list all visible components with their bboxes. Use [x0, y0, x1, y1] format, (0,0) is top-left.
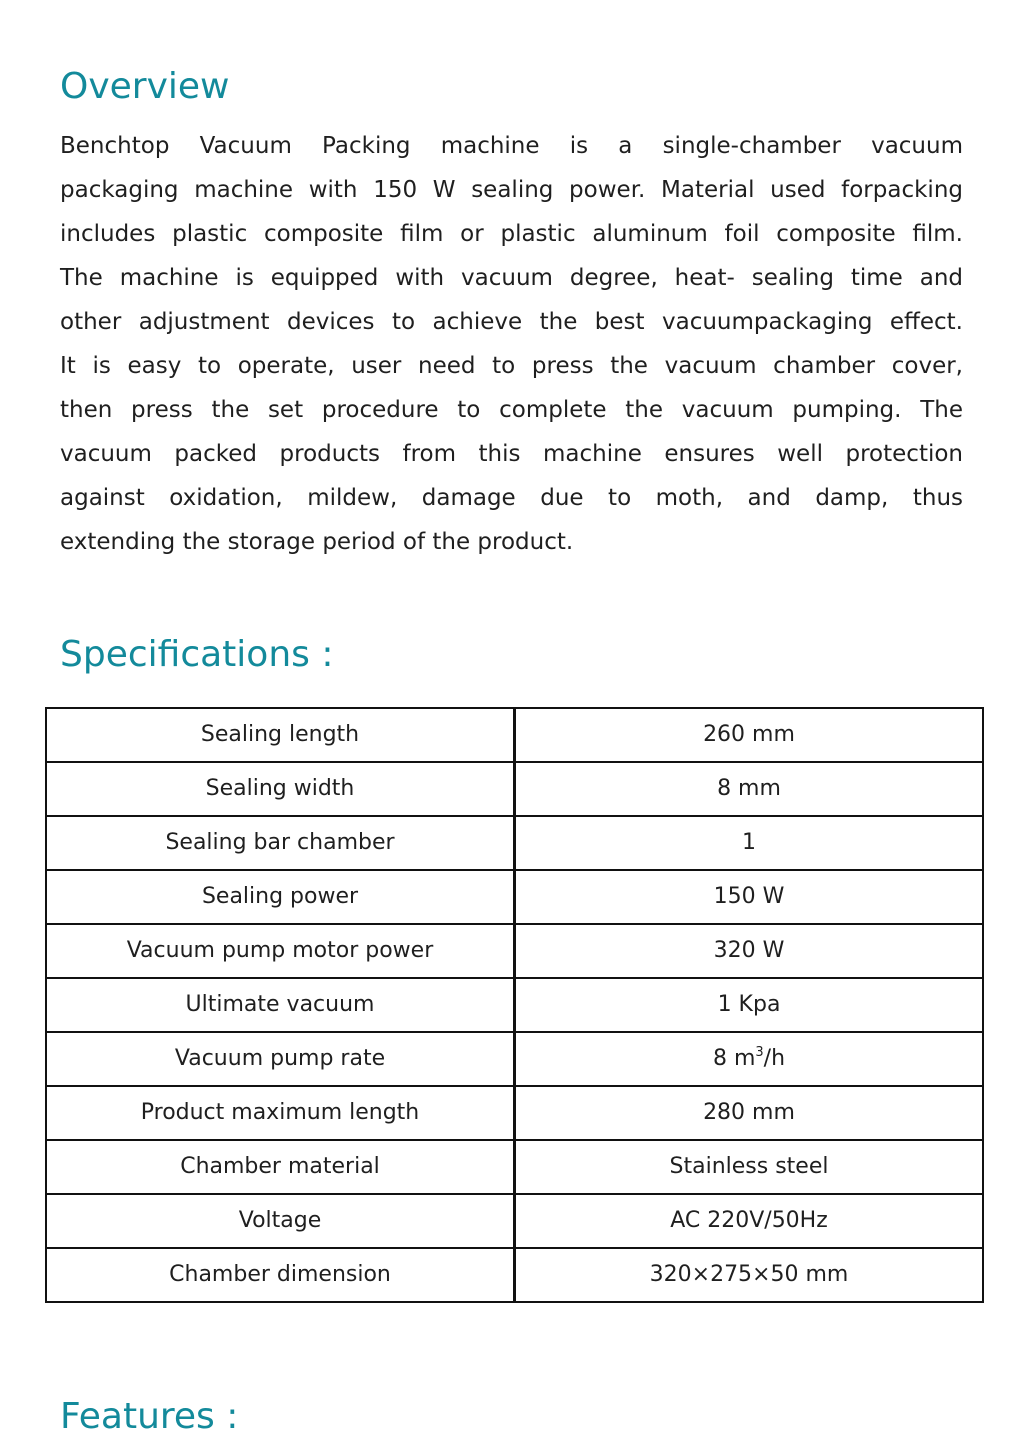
features-heading: Features : — [60, 1396, 239, 1437]
spec-label: Vacuum pump motor power — [46, 924, 515, 978]
spec-value-suffix: /h — [763, 1046, 786, 1071]
spec-value-main: 8 m — [712, 1046, 756, 1071]
spec-label: Vacuum pump rate — [46, 1032, 515, 1086]
spec-value: 1 — [515, 816, 984, 870]
table-row — [46, 1086, 983, 1140]
overview-line: It is easy to operate, user need to press the vacuum chamber cover, — [60, 353, 963, 379]
spec-value: 150 W — [515, 870, 984, 924]
overview-line: Benchtop Vacuum Packing machine is a single-chamber vacuum — [60, 133, 963, 159]
overview-line: vacuum packed products from this machine ensures well protection — [60, 441, 963, 467]
spec-label: Sealing length — [46, 708, 515, 762]
table-row — [46, 762, 983, 816]
specifications-heading: Specifications : — [60, 634, 334, 675]
table-row — [46, 816, 983, 870]
spec-value — [515, 1032, 984, 1086]
spec-label: Chamber dimension — [46, 1248, 515, 1302]
overview-heading: Overview — [60, 66, 230, 107]
table-row — [46, 924, 983, 978]
spec-value: Stainless steel — [515, 1140, 984, 1194]
spec-value: 8 mm — [515, 762, 984, 816]
table-row — [46, 870, 983, 924]
table-row — [46, 1248, 983, 1302]
overview-line: The machine is equipped with vacuum degree, heat- sealing time and — [60, 265, 963, 291]
spec-label: Product maximum length — [46, 1086, 515, 1140]
overview-line: packaging machine with 150 W sealing power. Material used forpacking — [60, 177, 963, 203]
spec-label: Ultimate vacuum — [46, 978, 515, 1032]
overview-line: includes plastic composite film or plastic aluminum foil composite film. — [60, 221, 963, 247]
table-row — [46, 1032, 983, 1086]
spec-value: 320 W — [515, 924, 984, 978]
spec-label: Voltage — [46, 1194, 515, 1248]
spec-value-superscript: 3 — [755, 1045, 764, 1060]
overview-line: extending the storage period of the product. — [60, 529, 574, 555]
table-row — [46, 708, 983, 762]
overview-line: against oxidation, mildew, damage due to moth, and damp, thus — [60, 485, 963, 511]
spec-value: 320×275×50 mm — [515, 1248, 984, 1302]
overview-paragraph — [60, 124, 963, 564]
overview-line: then press the set procedure to complete the vacuum pumping. The — [60, 397, 963, 423]
spec-label: Sealing power — [46, 870, 515, 924]
table-row — [46, 1194, 983, 1248]
spec-label: Sealing width — [46, 762, 515, 816]
spec-value: 280 mm — [515, 1086, 984, 1140]
spec-label: Chamber material — [46, 1140, 515, 1194]
spec-label: Sealing bar chamber — [46, 816, 515, 870]
table-row — [46, 978, 983, 1032]
spec-value: 1 Kpa — [515, 978, 984, 1032]
table-row — [46, 1140, 983, 1194]
spec-value: AC 220V/50Hz — [515, 1194, 984, 1248]
spec-value: 260 mm — [515, 708, 984, 762]
specifications-table — [45, 707, 984, 1303]
overview-line: other adjustment devices to achieve the best vacuumpackaging effect. — [60, 309, 963, 335]
